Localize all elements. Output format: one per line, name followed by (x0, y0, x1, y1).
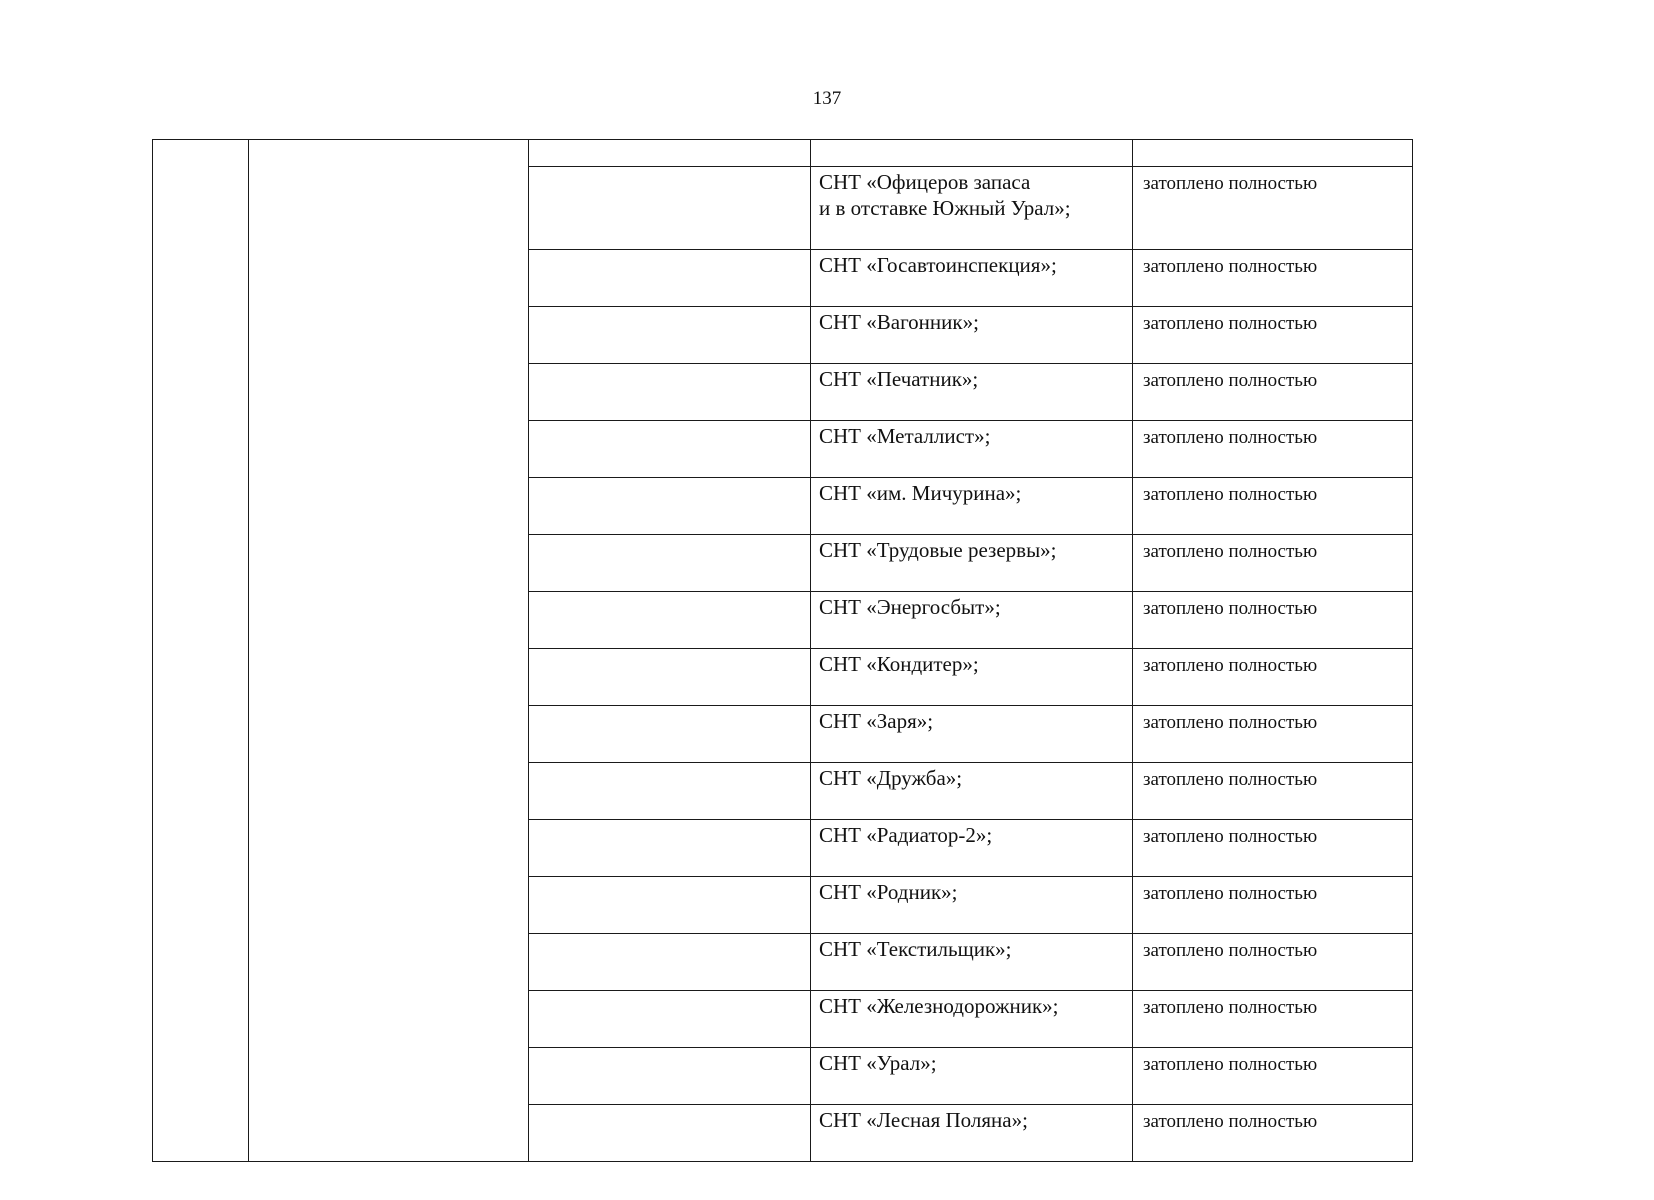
flood-status: затоплено полностью (1143, 256, 1318, 277)
snt-name: СНТ «Заря»; (819, 709, 934, 733)
empty-cell (529, 763, 811, 820)
snt-name-cell (811, 167, 1133, 250)
snt-name: СНТ «Офицеров запаса и в отставке Южный Урал»; (819, 170, 1071, 220)
snt-name-cell (811, 421, 1133, 478)
flood-status: затоплено полностью (1143, 997, 1318, 1018)
empty-cell (529, 991, 811, 1048)
snt-name-cell (811, 706, 1133, 763)
empty-cell (529, 364, 811, 421)
flood-status-cell (1133, 421, 1413, 478)
table-header-row (153, 140, 1413, 167)
flood-status-cell (1133, 364, 1413, 421)
flood-status-cell (1133, 250, 1413, 307)
flood-table (152, 139, 1413, 1162)
flood-status: затоплено полностью (1143, 883, 1318, 904)
flood-status: затоплено полностью (1143, 313, 1318, 334)
flood-status-cell (1133, 934, 1413, 991)
snt-name-cell (811, 649, 1133, 706)
snt-name: СНТ «Госавтоинспекция»; (819, 253, 1057, 277)
empty-cell (529, 934, 811, 991)
snt-name-cell (811, 877, 1133, 934)
snt-name-cell (811, 934, 1133, 991)
snt-name-cell (811, 1105, 1133, 1162)
empty-cell (529, 1048, 811, 1105)
flood-status: затоплено полностью (1143, 541, 1318, 562)
empty-cell (529, 1105, 811, 1162)
empty-cell (529, 478, 811, 535)
col-4-header-cell (811, 140, 1133, 167)
flood-status: затоплено полностью (1143, 173, 1318, 194)
snt-name: СНТ «Родник»; (819, 880, 958, 904)
empty-cell (529, 307, 811, 364)
snt-name-cell (811, 250, 1133, 307)
flood-status: затоплено полностью (1143, 598, 1318, 619)
col-2-merged-cell (249, 140, 529, 1162)
flood-status: затоплено полностью (1143, 427, 1318, 448)
table-body (153, 140, 1413, 1162)
flood-status-cell (1133, 1048, 1413, 1105)
snt-name: СНТ «Кондитер»; (819, 652, 979, 676)
flood-status-cell (1133, 763, 1413, 820)
snt-name: СНТ «Дружба»; (819, 766, 963, 790)
flood-status: затоплено полностью (1143, 769, 1318, 790)
snt-name-cell (811, 592, 1133, 649)
snt-name: СНТ «им. Мичурина»; (819, 481, 1022, 505)
snt-name: СНТ «Железнодорожник»; (819, 994, 1059, 1018)
empty-cell (529, 421, 811, 478)
snt-name: СНТ «Металлист»; (819, 424, 991, 448)
snt-name: СНТ «Вагонник»; (819, 310, 979, 334)
page-number: 137 (812, 88, 842, 109)
snt-name-cell (811, 478, 1133, 535)
empty-cell (529, 706, 811, 763)
flood-status-cell (1133, 649, 1413, 706)
flood-status: затоплено полностью (1143, 826, 1318, 847)
col-1-merged-cell (153, 140, 249, 1162)
flood-status-cell (1133, 706, 1413, 763)
snt-name: СНТ «Текстильщик»; (819, 937, 1012, 961)
empty-cell (529, 167, 811, 250)
empty-cell (529, 250, 811, 307)
empty-cell (529, 592, 811, 649)
empty-cell (529, 820, 811, 877)
empty-cell (529, 877, 811, 934)
snt-name-cell (811, 763, 1133, 820)
empty-cell (529, 649, 811, 706)
snt-name-cell (811, 820, 1133, 877)
snt-name: СНТ «Энергосбыт»; (819, 595, 1001, 619)
flood-status-cell (1133, 478, 1413, 535)
flood-status: затоплено полностью (1143, 1054, 1318, 1075)
flood-status: затоплено полностью (1143, 655, 1318, 676)
flood-status-cell (1133, 991, 1413, 1048)
snt-name-cell (811, 1048, 1133, 1105)
flood-status-cell (1133, 307, 1413, 364)
flood-status-cell (1133, 1105, 1413, 1162)
snt-name-cell (811, 364, 1133, 421)
flood-status: затоплено полностью (1143, 370, 1318, 391)
empty-cell (529, 535, 811, 592)
snt-name: СНТ «Печатник»; (819, 367, 979, 391)
flood-status-cell (1133, 592, 1413, 649)
snt-name-cell (811, 307, 1133, 364)
snt-name: СНТ «Урал»; (819, 1051, 937, 1075)
flood-status-cell (1133, 877, 1413, 934)
flood-status-cell (1133, 167, 1413, 250)
snt-name-cell (811, 535, 1133, 592)
snt-name: СНТ «Радиатор-2»; (819, 823, 993, 847)
flood-status-cell (1133, 535, 1413, 592)
flood-status: затоплено полностью (1143, 712, 1318, 733)
col-3-header-cell (529, 140, 811, 167)
snt-name: СНТ «Лесная Поляна»; (819, 1108, 1028, 1132)
col-5-header-cell (1133, 140, 1413, 167)
snt-name: СНТ «Трудовые резервы»; (819, 538, 1057, 562)
flood-status: затоплено полностью (1143, 1111, 1318, 1132)
flood-status: затоплено полностью (1143, 484, 1318, 505)
flood-status-cell (1133, 820, 1413, 877)
flood-status: затоплено полностью (1143, 940, 1318, 961)
snt-name-cell (811, 991, 1133, 1048)
